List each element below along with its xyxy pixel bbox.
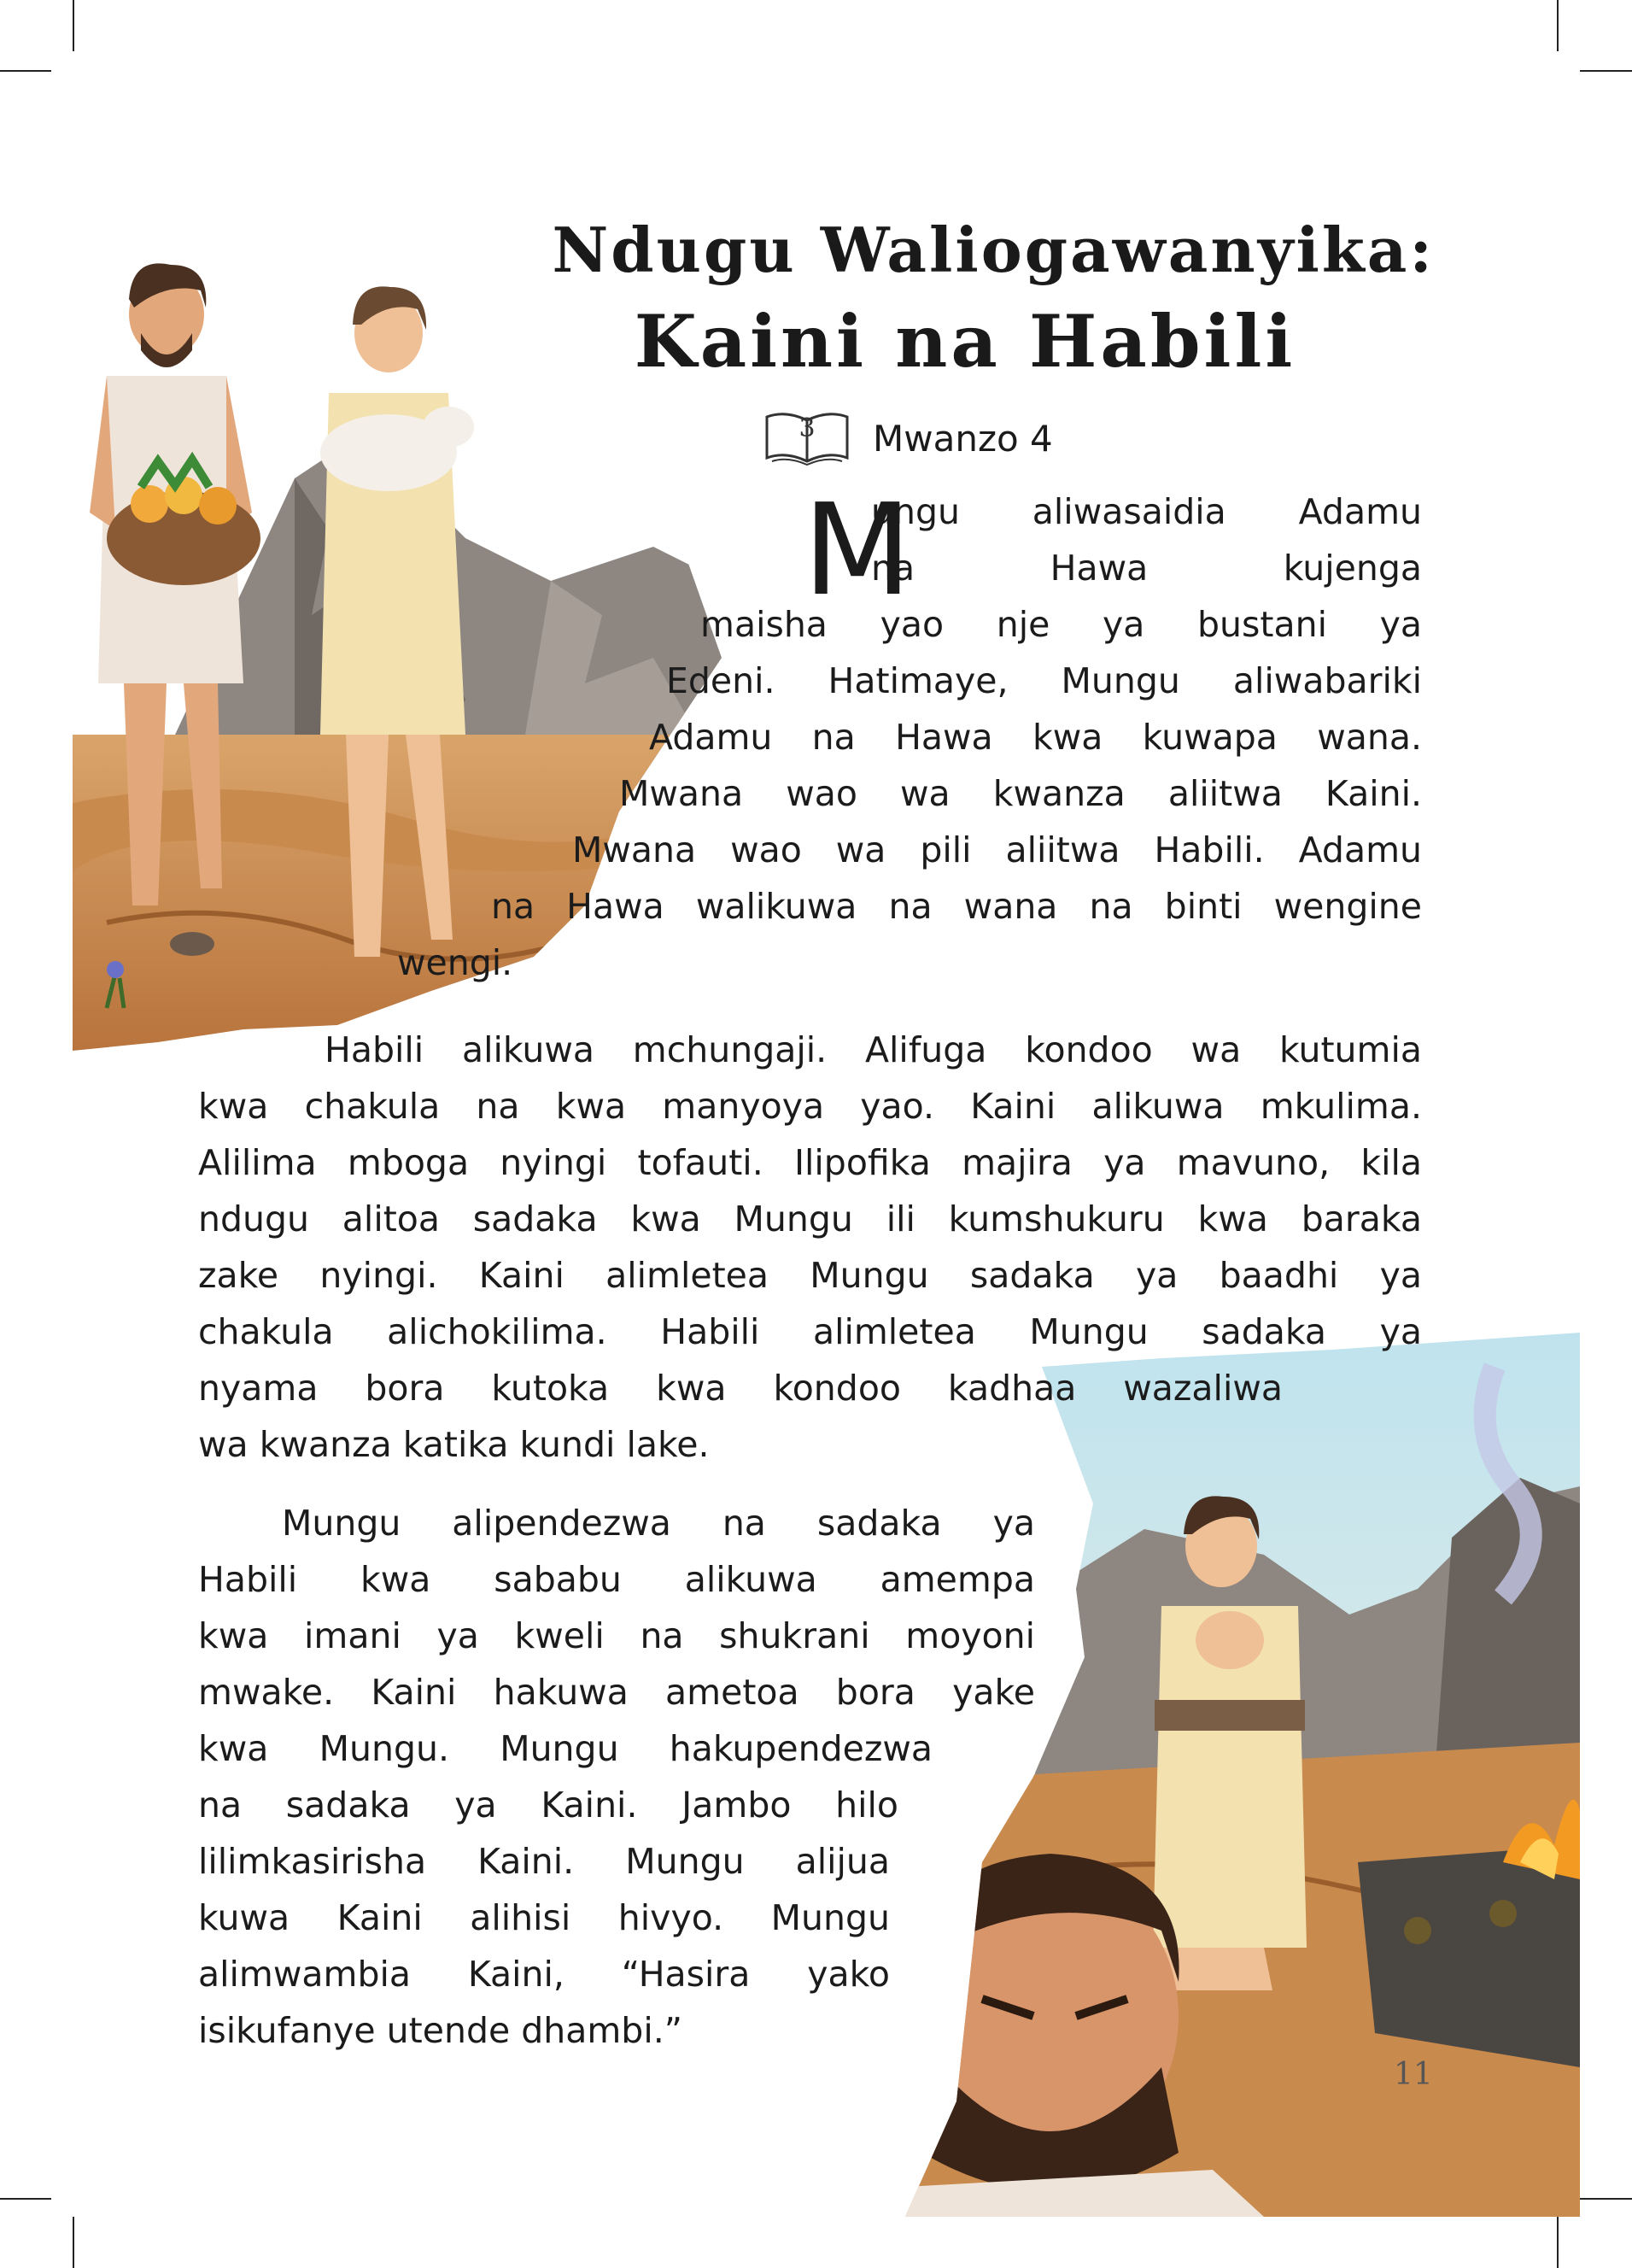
open-book-icon	[760, 408, 854, 468]
paragraph-line: chakula alichokilima. Habili alimletea Mungu sadaka ya	[198, 1311, 1422, 1352]
drop-cap: M	[803, 477, 912, 624]
paragraph-line: Edeni. Hatimaye, Mungu aliwabariki	[666, 660, 1422, 701]
paragraph-line: nyama bora kutoka kwa kondoo kadhaa wazaliwa	[198, 1368, 1283, 1409]
paragraph-line: na Hawa kujenga	[871, 548, 1422, 589]
reference-text: Mwanzo 4	[873, 417, 1053, 460]
crop-mark	[1557, 0, 1559, 51]
crop-mark	[73, 0, 74, 51]
paragraph-line: Mungu alipendezwa na sadaka ya	[282, 1503, 1035, 1544]
paragraph-line: wengi.	[397, 942, 513, 983]
crop-mark	[1580, 70, 1632, 72]
scripture-reference	[760, 408, 1053, 468]
paragraph-line: Mwana wao wa kwanza aliitwa Kaini.	[619, 773, 1422, 814]
paragraph-3	[198, 1495, 1035, 2059]
paragraph-1	[393, 477, 1422, 991]
paragraph-line: Habili alikuwa mchungaji. Alifuga kondoo wa kutumia	[325, 1029, 1422, 1070]
paragraph-line: zake nyingi. Kaini alimletea Mungu sadaka ya baadhi ya	[198, 1255, 1422, 1296]
paragraph-line: na sadaka ya Kaini. Jambo hilo	[198, 1785, 898, 1826]
page-title-line2: Kaini na Habili	[634, 299, 1296, 384]
paragraph-line: wa kwanza katika kundi lake.	[198, 1424, 710, 1465]
page-number: 11	[1394, 2057, 1433, 2092]
paragraph-line: na Hawa walikuwa na wana na binti wengine	[491, 886, 1422, 927]
paragraph-line: mwake. Kaini hakuwa ametoa bora yake	[198, 1672, 1035, 1713]
paragraph-line: alimwambia Kaini, “Hasira yako	[198, 1954, 890, 1995]
paragraph-2	[198, 1022, 1422, 1473]
paragraph-line: kuwa Kaini alihisi hivyo. Mungu	[198, 1897, 890, 1938]
crop-mark	[0, 2198, 51, 2200]
reference-number: 3	[798, 413, 816, 443]
crop-mark	[1580, 2198, 1632, 2200]
paragraph-line: Habili kwa sababu alikuwa amempa	[198, 1559, 1035, 1600]
crop-mark	[0, 70, 51, 72]
crop-mark	[1557, 2217, 1559, 2268]
paragraph-line: isikufanye utende dhambi.”	[198, 2010, 682, 2051]
paragraph-line: Mwana wao wa pili aliitwa Habili. Adamu	[572, 829, 1422, 870]
page-title-line1: Ndugu Waliogawanyika:	[552, 214, 1435, 286]
paragraph-line: kwa imani ya kweli na shukrani moyoni	[198, 1615, 1035, 1656]
paragraph-line: ndugu alitoa sadaka kwa Mungu ili kumshukuru kwa baraka	[198, 1198, 1422, 1239]
paragraph-line: ungu aliwasaidia Adamu	[871, 491, 1422, 532]
crop-mark	[73, 2217, 74, 2268]
paragraph-line: Adamu na Hawa kwa kuwapa wana.	[649, 717, 1422, 758]
paragraph-line: kwa chakula na kwa manyoya yao. Kaini alikuwa mkulima.	[198, 1086, 1422, 1127]
paragraph-line: Alilima mboga nyingi tofauti. Ilipofika majira ya mavuno, kila	[198, 1142, 1422, 1183]
paragraph-line: kwa Mungu. Mungu hakupendezwa	[198, 1728, 933, 1769]
paragraph-line: maisha yao nje ya bustani ya	[700, 604, 1422, 645]
paragraph-line: lilimkasirisha Kaini. Mungu alijua	[198, 1841, 890, 1882]
